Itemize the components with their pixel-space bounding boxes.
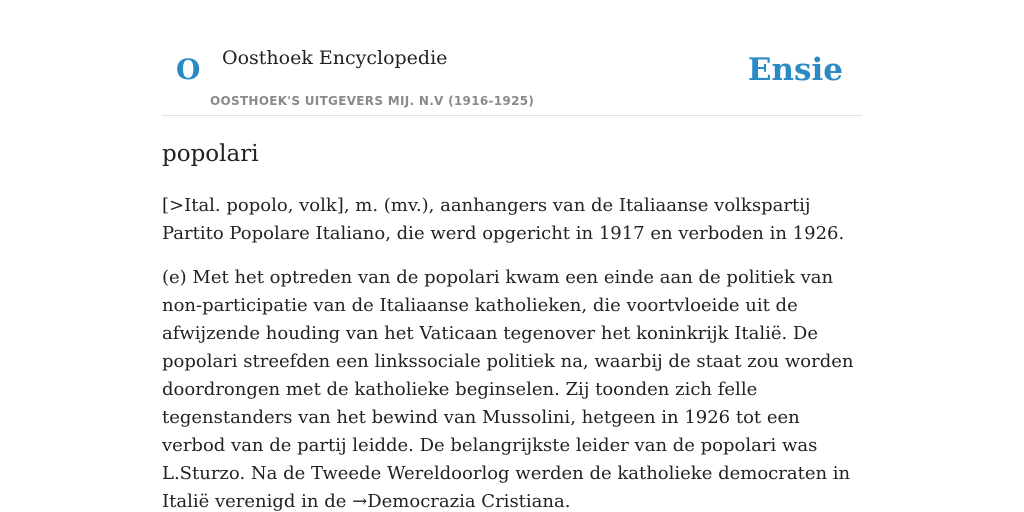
entry-content bbox=[162, 136, 862, 512]
publication-title[interactable]: Oosthoek Encyclopedie bbox=[222, 47, 448, 69]
entry-paragraph-2-text: (e) Met het optreden van de popolari kwam een einde aan de politiek van non-participatie van de Italiaanse katholieken, die voortvloeide uit de afwijzende houding van het Vaticaan tegenover het koninkrijk Italië. De popolari streefden een linkssociale politiek na, waarbij de staat zou worden doordrongen met de katholieke beginselen. Zij toonden zich felle tegenstanders van het bewind van Mussolini, hetgeen in 1926 tot een verbod van de partij leidde. De belangrijkste leider van de popolari was L.Sturzo. Na de Tweede Wereldoorlog werden de katholieke democraten in Italië verenigd in de bbox=[162, 267, 854, 512]
publication-subtitle: OOSTHOEK'S UITGEVERS MIJ. N.V (1916-1925) bbox=[210, 94, 535, 108]
ensie-brand-link[interactable]: Ensie bbox=[747, 52, 843, 88]
entry-paragraph-2 bbox=[162, 264, 862, 512]
publication-header bbox=[162, 36, 862, 116]
publication-logo: O bbox=[176, 53, 201, 86]
entry-paragraph-2-end: . bbox=[564, 491, 571, 512]
cross-reference-link[interactable]: →Democrazia Cristiana bbox=[352, 491, 565, 512]
entry-title: popolari bbox=[162, 141, 259, 167]
entry-paragraph-1: [>Ital. popolo, volk], m. (mv.), aanhangers van de Italiaanse volkspartij Partito Popolare Italiano, die werd opgericht in 1917 en verboden in 1926. bbox=[162, 195, 845, 244]
